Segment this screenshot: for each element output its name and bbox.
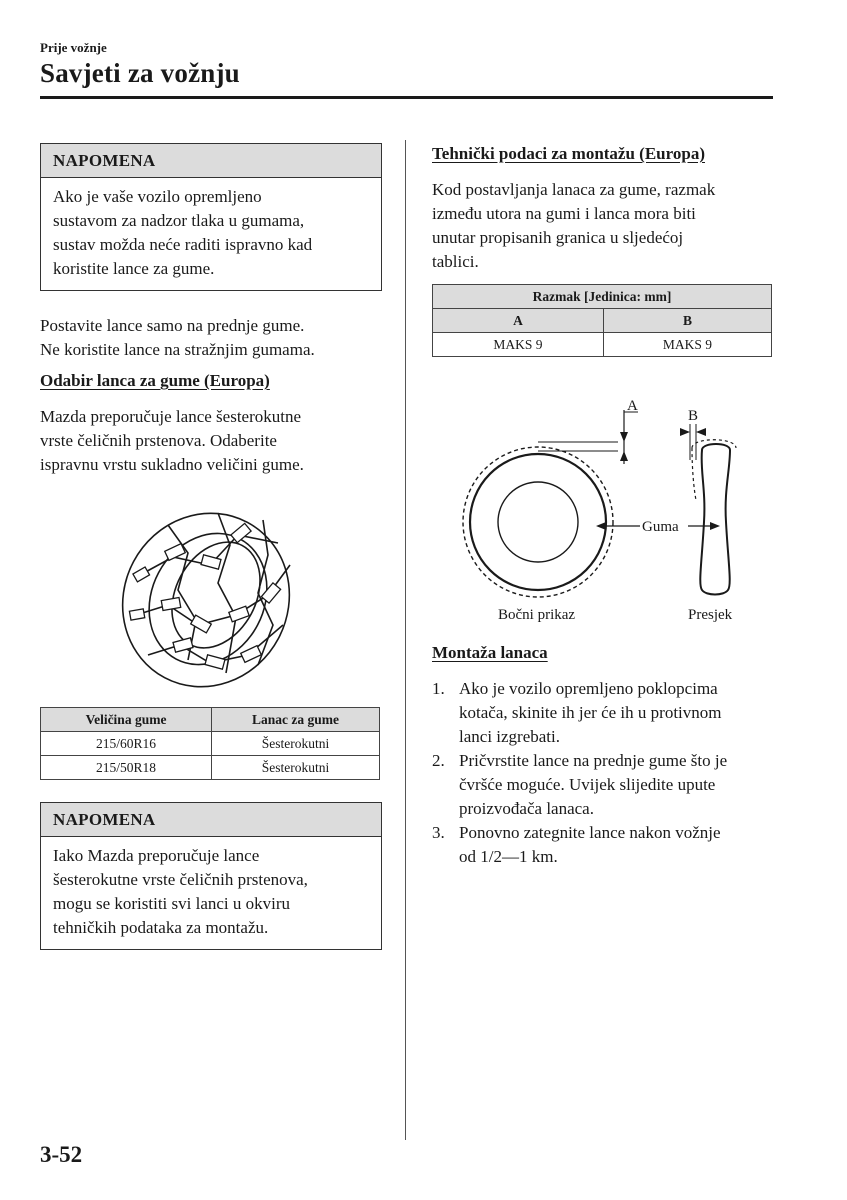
- list-item: [432, 677, 777, 749]
- mounting-heading: Montaža lanaca: [432, 643, 548, 662]
- note-box-tpms: [40, 143, 382, 291]
- note-body: [41, 837, 381, 949]
- clearance-table: [432, 284, 772, 357]
- table-cell: 215/60R16: [41, 732, 212, 756]
- tire-outer: [470, 454, 606, 590]
- caption-cross-section: Presjek: [688, 607, 733, 623]
- step-number: 1.: [432, 679, 445, 698]
- label-a: A: [627, 398, 638, 414]
- list-item: [432, 749, 777, 821]
- table-cell: Šesterokutni: [212, 732, 380, 756]
- note-box-chain-types: [40, 802, 382, 950]
- note-line: sustavom za nadzor tlaka u gumama,: [53, 211, 305, 230]
- column-divider: [405, 140, 406, 1140]
- tire-outer-chain-outline: [463, 447, 613, 597]
- tire-chain-table: [40, 707, 380, 780]
- table-row: [433, 333, 772, 357]
- table-cell: MAKS 9: [604, 333, 772, 357]
- intro-paragraph: [40, 314, 390, 362]
- step-number: 2.: [432, 751, 445, 770]
- table-row: [41, 732, 380, 756]
- list-item: [432, 821, 777, 869]
- table-cell: Šesterokutni: [212, 756, 380, 780]
- caption-side-view: Bočni prikaz: [498, 607, 576, 623]
- paragraph-line: unutar propisanih granica u sljedećoj: [432, 228, 684, 247]
- note-line: Ako je vaše vozilo opremljeno: [53, 187, 262, 206]
- paragraph-line: između utora na gumi i lanca mora biti: [432, 204, 696, 223]
- chain-selection-heading: Odabir lanca za gume (Europa): [40, 371, 270, 390]
- note-line: sustav možda neće raditi ispravno kad: [53, 235, 313, 254]
- tire-rim: [498, 482, 578, 562]
- paragraph-line: ispravnu vrstu sukladno veličini gume.: [40, 455, 304, 474]
- hexagonal-chain-illustration: [118, 495, 303, 695]
- note-line: koristite lance za gume.: [53, 259, 215, 278]
- step-text: Ponovno zategnite lance nakon vožnje od 1/2―1 km.: [459, 823, 721, 866]
- step-text: Ako je vozilo opremljeno poklopcima kotača, skinite ih jer će ih u protivnom lanci izgrebati.: [459, 679, 722, 746]
- paragraph-line: vrste čeličnih prstenova. Odaberite: [40, 431, 277, 450]
- table-title: Razmak [Jedinica: mm]: [433, 285, 772, 309]
- table-header: Lanac za gume: [212, 708, 380, 732]
- tech-data-paragraph: [432, 178, 777, 274]
- note-body: [41, 178, 381, 290]
- page-title: Savjeti za vožnju: [40, 58, 240, 88]
- note-line: Iako Mazda preporučuje lance: [53, 846, 260, 865]
- tire-cross-section: [700, 444, 730, 595]
- table-header: Veličina gume: [41, 708, 212, 732]
- table-cell: 215/50R18: [41, 756, 212, 780]
- table-row: [41, 756, 380, 780]
- table-header: B: [604, 309, 772, 333]
- tire-clearance-diagram: [440, 390, 770, 630]
- note-line: tehničkih podataka za montažu.: [53, 918, 269, 937]
- tech-data-heading: Tehnički podaci za montažu (Europa): [432, 144, 705, 163]
- step-text: Pričvrstite lance na prednje gume što je čvršće moguće. Uvijek slijedite upute proizvođača lanaca.: [459, 751, 728, 818]
- paragraph-line: Mazda preporučuje lance šesterokutne: [40, 407, 302, 426]
- table-header: A: [433, 309, 604, 333]
- section-label: Prije vožnje: [40, 40, 107, 55]
- label-b: B: [688, 408, 699, 424]
- chain-selection-paragraph: [40, 405, 390, 477]
- note-heading: NAPOMENA: [41, 144, 381, 178]
- note-heading: NAPOMENA: [41, 803, 381, 837]
- label-tire: Guma: [642, 519, 679, 535]
- note-line: šesterokutne vrste čeličnih prstenova,: [53, 870, 308, 889]
- step-number: 3.: [432, 823, 445, 842]
- paragraph-line: tablici.: [432, 252, 479, 271]
- paragraph-line: Ne koristite lance na stražnjim gumama.: [40, 340, 315, 359]
- title-rule: [40, 96, 773, 99]
- paragraph-line: Kod postavljanja lanaca za gume, razmak: [432, 180, 716, 199]
- paragraph-line: Postavite lance samo na prednje gume.: [40, 316, 305, 335]
- table-cell: MAKS 9: [433, 333, 604, 357]
- mounting-steps: [432, 677, 777, 869]
- note-line: mogu se koristiti svi lanci u okviru: [53, 894, 291, 913]
- page-number: 3-52: [40, 1142, 83, 1167]
